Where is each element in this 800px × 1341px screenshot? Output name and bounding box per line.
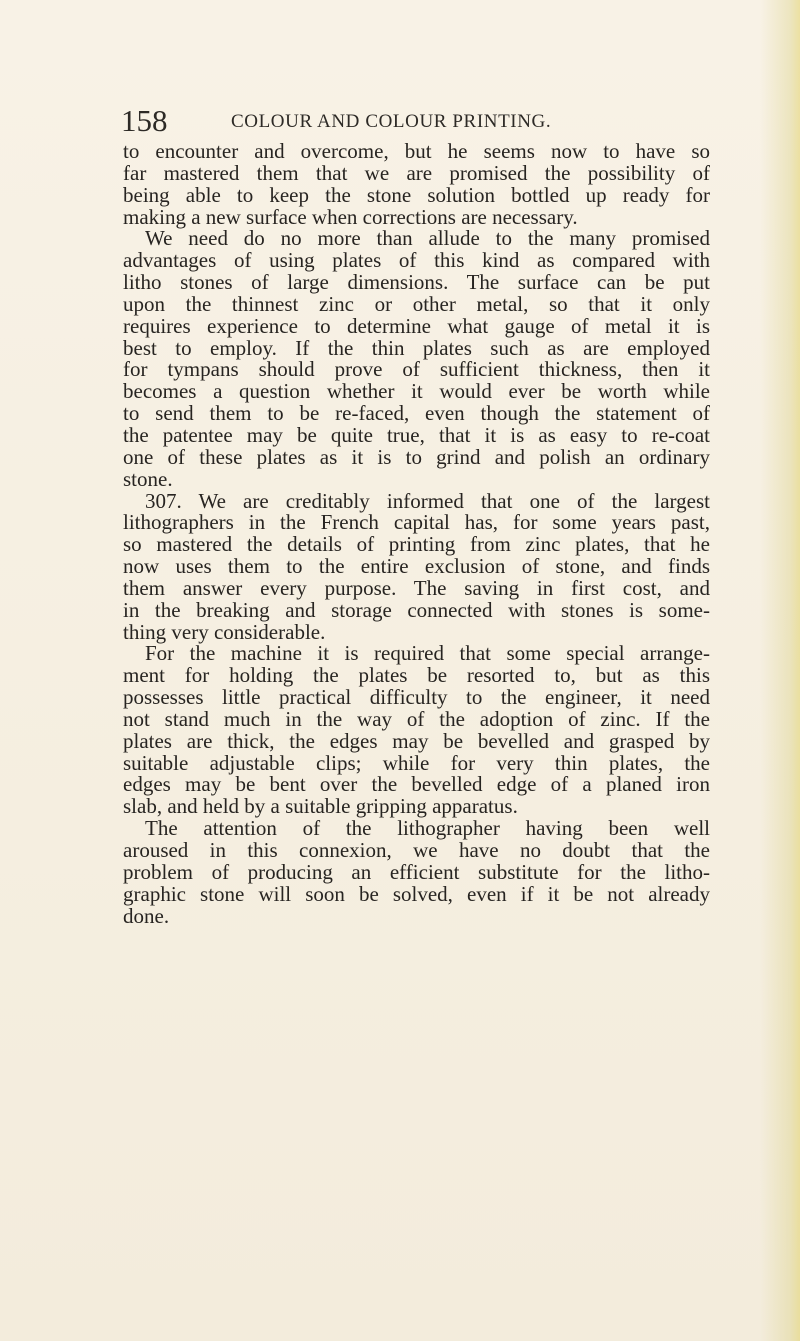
text-line: to encounter and overcome, but he seems now to have so bbox=[123, 139, 710, 163]
text-line: edges may be bent over the bevelled edge of a planed iron bbox=[123, 772, 710, 797]
text-line: suitable adjustable clips; while for very thin plates, the bbox=[123, 750, 710, 775]
running-title: COLOUR AND COLOUR PRINTING. bbox=[231, 111, 552, 132]
running-head bbox=[121, 105, 621, 139]
text-line: aroused in this connexion, we have no doubt that the bbox=[123, 838, 710, 862]
text-line: ment for holding the plates be resorted to, but as this bbox=[123, 663, 710, 688]
text-line: slab, and held by a suitable gripping apparatus. bbox=[123, 794, 518, 819]
text-line: them answer every purpose. The saving in first cost, and bbox=[123, 575, 710, 600]
text-line: not stand much in the way of the adoption of zinc. If the bbox=[123, 706, 710, 731]
text-line: far mastered them that we are promised the possibility of bbox=[123, 160, 710, 185]
body-text bbox=[123, 141, 710, 927]
text-line: problem of producing an efficient substitute for the litho- bbox=[123, 859, 710, 884]
text-line: thing very considerable. bbox=[123, 619, 326, 644]
text-line: so mastered the details of printing from zinc plates, that he bbox=[123, 532, 710, 557]
text-line: the patentee may be quite true, that it is as easy to re-coat bbox=[123, 422, 710, 447]
text-line: for tympans should prove of sufficient thickness, then it bbox=[123, 357, 710, 382]
text-line: in the breaking and storage connected with stones is some- bbox=[123, 597, 710, 622]
text-line: litho stones of large dimensions. The surface can be put bbox=[123, 270, 710, 295]
text-line: becomes a question whether it would ever be worth while bbox=[123, 379, 710, 404]
text-line: requires experience to determine what gauge of metal it is bbox=[123, 313, 710, 338]
page-number: 158 bbox=[121, 103, 168, 138]
text-line: done. bbox=[123, 903, 170, 928]
text-line: plates are thick, the edges may be bevelled and grasped by bbox=[123, 728, 710, 753]
text-line: one of these plates as it is to grind and polish an ordinary bbox=[123, 444, 710, 469]
text-line: being able to keep the stone solution bottled up ready for bbox=[123, 182, 710, 207]
text-line: making a new surface when corrections are necessary. bbox=[123, 204, 578, 229]
text-line: now uses them to the entire exclusion of stone, and finds bbox=[123, 554, 710, 579]
text-line: possesses little practical difficulty to the engineer, it need bbox=[123, 685, 710, 710]
text-line: advantages of using plates of this kind as compared with bbox=[123, 248, 710, 273]
text-line: graphic stone will soon be solved, even if it be not already bbox=[123, 881, 710, 906]
paragraph-start-line: For the machine it is required that some special arrange- bbox=[145, 641, 710, 666]
paragraph-start-line: We need do no more than allude to the many promised bbox=[145, 226, 710, 251]
text-line: to send them to be re-faced, even though the statement of bbox=[123, 401, 710, 426]
text-line: best to employ. If the thin plates such as are employed bbox=[123, 335, 710, 360]
text-line: upon the thinnest zinc or other metal, so that it only bbox=[123, 291, 710, 316]
paragraph-start-line: 307. We are creditably informed that one of the largest bbox=[145, 488, 710, 513]
paragraph-start-line: The attention of the lithographer having been well bbox=[145, 816, 710, 841]
text-line: stone. bbox=[123, 466, 173, 491]
text-line: lithographers in the French capital has, for some years past, bbox=[123, 510, 710, 535]
